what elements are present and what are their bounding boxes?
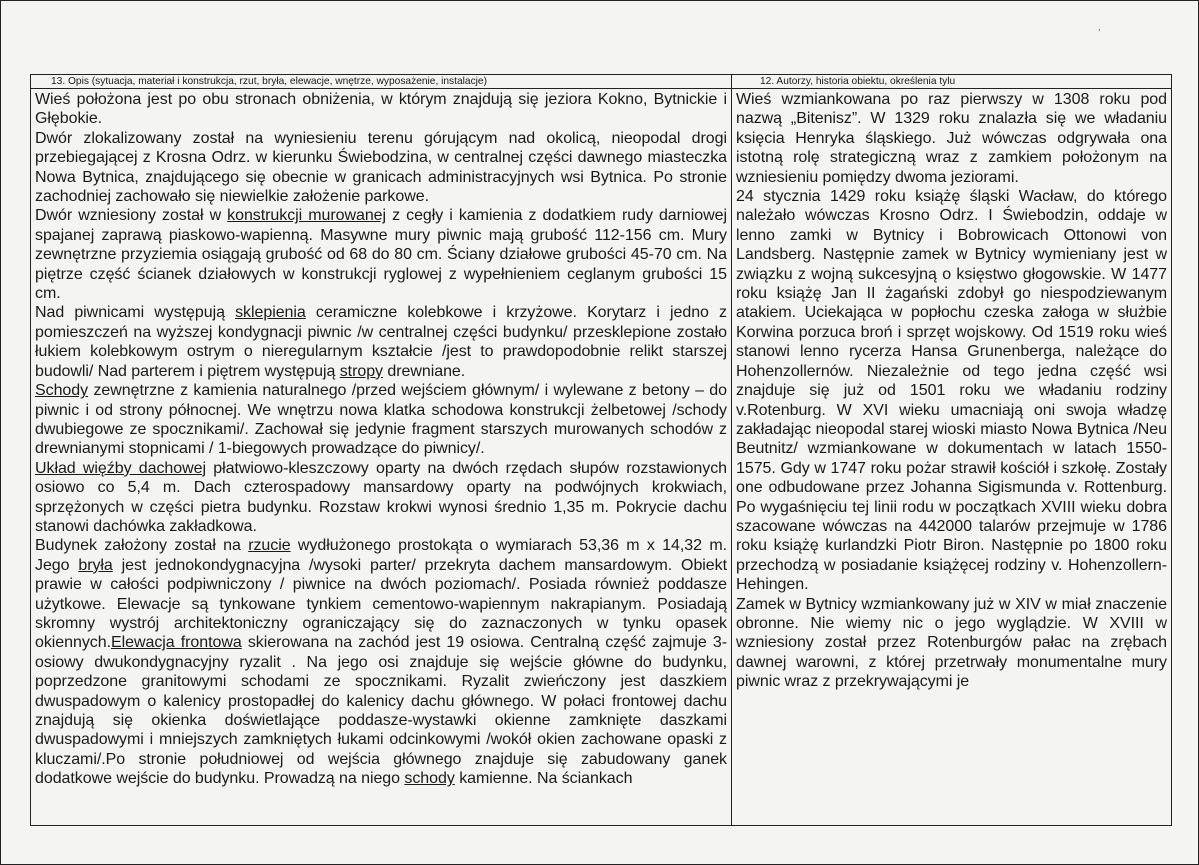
history-column [732,75,1171,825]
paragraph [35,381,727,459]
paragraph [35,129,727,207]
underlined-term: stropy [339,362,383,380]
description-header: 13. Opis (sytuacja, materiał i konstrukcja, rzut, bryła, elewacje, wnętrze, wyposażenie, instalacje) [31,75,731,89]
text-run: Wieś położona jest po obu stronach obniżenia, w którym znajdują się jeziora Kokno, Bytnickie i Głębokie. [35,91,727,128]
text-run: zewnętrzne z kamienia naturalnego /przed wejściem głównym/ i wylewane z betony – do piwnic i od strony północnej. We wnętrzu nowa klatka schodowa konstrukcji żelbetowej /schody dwubiegowe ze spocznikami/. Zachował się jedynie fragment starszych murowanych schodów z drewnianymi stopnicami / 1-biegowych prowadzące do piwnicy/. [35,382,727,458]
paragraph [35,303,727,381]
paragraph [736,595,1167,692]
underlined-term: rzucie [248,537,291,555]
underlined-term: konstrukcji murowanej [227,207,387,225]
description-column [31,75,732,825]
text-run: skierowana na zachód jest 19 osiowa. Centralną część zajmuje 3-osiowy dwukondygnacyjny ryzalit . Na jego osi znajduje się wejście główne do budynku, poprzedzone granitowymi schodami ze spocznikami. Ryzalit zwieńczony jest daszkiem dwuspadowym o kalenicy prostopadłej do kalenicy dachu głównego. W połaci frontowej dachu znajdują się okienka doświetlające poddasze-wystawki okienne zamknięte daszkami dwuspadowymi i mniejszych zamkniętych łukami odcinkowymi /wokół okien zachowane opaski z kluczami/.Po stronie południowej od wejścia głównego znajduje się zabudowany ganek dodatkowe wejście do budynku. Prowadzą na niego [35,634,728,788]
underlined-term: sklepienia [235,304,306,322]
description-body [31,89,731,789]
underlined-term: Elewacja frontowa [111,634,242,652]
text-run: kamienne. Na ściankach [454,770,633,788]
text-run: jest jednokondygnacyjna /wysoki parter/ przekryta dachem mansardowym. Obiekt prawie w całości podpiwniczony / piwnice na dwóch poziomach/. Posiada również poddasze użytkowe. Elewacje są tynkowane tynkiem cementowo-wapiennym nakrapianym. Posiadają skromny wystrój architektoniczny ograniczający się do zaznaczonych w tynku opasek okiennych. [35,556,727,652]
text-run: 24 stycznia 1429 roku książę śląski Wacław, do którego należało wówczas Krosno Odrz. I Świebodzin, oddaje w lenno zamki w Bytnicy i Bobrowicach Ottonowi von Landsberg. Następnie zamek w Bytnicy wymieniany jest w związku z wojną sukcesyjną o księstwo głogowskie. W 1477 roku książę Jan II żagański zdobył go niespodziewanym atakiem. Uciekająca w popłochu czeska załoga w służbie Korwina porzuca broń i sprzęt wojskowy. Od 1519 roku wieś stanowi lenno rycerza Hansa Grunenberga, należące do Hohenzollernów. Niezależnie od tego jedna część wsi znajduje się już od 1501 roku we władaniu rodziny v.Rotenburg. W XVI wieku umacniają oni swoja władzę zakładając nieopodal starej wioski miasto Nowa Bytnica /Neu Beutnitz/ wzmiankowane w dokumentach w latach 1550- 1575. Gdy w 1747 roku pożar strawił kościół i szkołę. Zostały one odbudowane przez Johanna Sigismunda v. Rottenburg. Po wygaśnięciu tej linii rodu w początkach XVIII wieku dobra szacowane wówczas na 442000 talarów przejmuje w 1786 roku książę kurlandzki Piotr Biron. Następnie po 1800 roku przechodzą w posiadanie książęcej rodziny v. Hohenzollern-Hehingen. [736,188,1167,594]
paragraph [35,90,727,129]
text-run: wydłużonego prostokąta o wymiarach 53,36 m x 14,32 m. Jego [35,537,727,574]
text-run: płatwiowo-kleszczowy oparty na dwóch rzędach słupów rozstawionych osiowo co 5,4 m. Dach czterospadowy mansardowy oparty na podwójnych krokwiach, sprzężonych w części pietra budynku. Rozstaw krokwi wynosi średnio 1,35 m. Pokrycie dachu stanowi dachówka zakładkowa. [35,459,727,535]
underlined-term: Schody [35,382,89,400]
paragraph [35,536,727,788]
text-run: Nad piwnicami występują [35,304,236,322]
underlined-term: Układ więźby dachowej [35,459,206,477]
paragraph [736,90,1167,187]
text-run: z cegły i kamienia z dodatkiem rudy darniowej spajanej zaprawą piaskowo-wapienną. Masywne mury piwnic mają grubość 112-156 cm. Mury zewnętrzne przyziemia osiągają grubość od 68 do 80 cm. Ściany działowe grubości 45-70 cm. Na piętrze część ścianek działowych w konstrukcji ryglowej z wypełnieniem ceglanym grubości 15 cm. [35,207,727,303]
text-run: Dwór zlokalizowany został na wyniesieniu terenu górującym nad okolicą, nieopodal drogi przebiegającej z Krosna Odrz. w kierunku Świebodzina, w centralnej części dawnego miasteczka Nowa Bytnica, znajdującego się obecnie w granicach administracyjnych wsi Bytnica. Po stronie zachodniej zachowało się niewielkie założenie parkowe. [35,129,727,206]
scan-speck: , [1098,22,1101,32]
text-run: Zamek w Bytnicy wzmiankowany już w XIV w miał znaczenie obronne. Nie wiemy nic o jego wyglądzie. W XVIII w wzniesiony został przez Rotenburgów pałac na zrębach dawnej warowni, z której przetrwały monumentalne mury piwnic wraz z przekrywającymi je [736,595,1167,691]
text-run: drewniane. [383,362,466,380]
description-table [30,74,1172,826]
text-run: Dwór wzniesiony został w [35,207,228,225]
paragraph [736,187,1167,595]
history-header: 12. Autorzy, historia obiektu, określenia tylu [732,75,1171,89]
underlined-term: bryła [78,556,113,574]
text-run: ceramiczne kolebkowe i krzyżowe. Korytarz i jedno z pomieszczeń na wyższej kondygnacji piwnic /w centralnej części budynku/ przesklepione zostało łukiem kolebkowym ostrym o nieregularnym kształcie /jest to prawdopodobnie relikt starszej budowli/ Nad parterem i piętrem występują [35,304,727,380]
paragraph [35,206,727,303]
history-body [732,89,1171,692]
underlined-term: schody [404,770,455,788]
paragraph [35,459,727,537]
text-run: Wieś wzmiankowana po raz pierwszy w 1308 roku pod nazwą „Bitenisz”. W 1329 roku znalazła się we władaniu księcia Henryka śląskiego. Już wówczas odgrywała ona istotną rolę strategiczną wraz z zamkiem położonym na wzniesieniu pomiędzy dwoma jeziorami. [736,91,1167,186]
text-run: Budynek założony został na [35,537,249,555]
